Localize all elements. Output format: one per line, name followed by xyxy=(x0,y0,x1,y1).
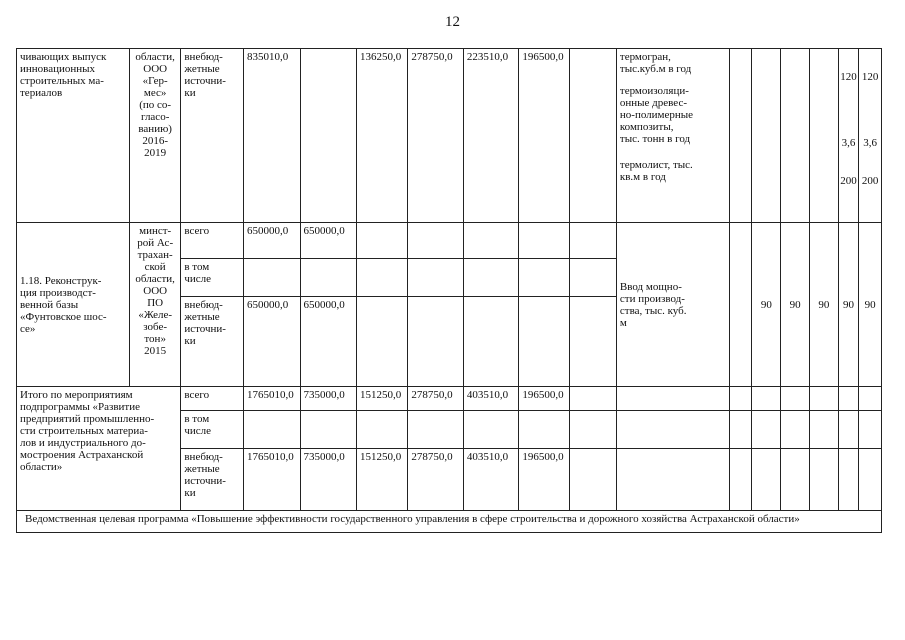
indicator-cell: Ввод мощно- сти производ- ства, тыс. куб. м xyxy=(616,223,729,387)
section-heading: Ведомственная целевая программа «Повышение эффективности государственного управления в сфере строительства и дорожного хозяйства Астраханской области» xyxy=(17,511,882,533)
empty-cell xyxy=(781,411,810,449)
year-2015-cell: 650000,0 xyxy=(300,223,357,259)
empty-cell xyxy=(519,411,569,449)
empty-cell xyxy=(408,223,463,259)
funding-source: внебюд- жетные источни- ки xyxy=(181,449,244,511)
empty-cell xyxy=(244,259,301,297)
empty-cell xyxy=(616,411,729,449)
funding-source: всего xyxy=(181,387,244,411)
total-name: Итого по мероприятиям подпрограммы «Развитие предприятий промышленно- сти строительных материа- лов и индустриального до- мостроения Астраханской области» xyxy=(17,387,181,511)
value-cell: 90 xyxy=(838,223,859,387)
empty-cell xyxy=(569,387,616,411)
empty-cell xyxy=(244,411,301,449)
year-2017-cell: 278750,0 xyxy=(408,387,463,411)
table-row xyxy=(17,223,882,259)
value-cell: 90 xyxy=(809,223,838,387)
empty-cell xyxy=(569,223,616,259)
year-2019-cell: 196500,0 xyxy=(519,449,569,511)
empty-cell xyxy=(300,411,357,449)
empty-cell xyxy=(463,297,518,387)
total-cell: 650000,0 xyxy=(244,223,301,259)
empty-cell xyxy=(463,259,518,297)
empty-cell xyxy=(519,223,569,259)
empty-cell xyxy=(781,387,810,411)
year-2018-cell: 403510,0 xyxy=(463,449,518,511)
year-2016-cell: 136250,0 xyxy=(357,49,408,223)
empty-cell xyxy=(519,259,569,297)
value-cell: 90 xyxy=(752,223,781,387)
empty-cell xyxy=(519,297,569,387)
empty-cell xyxy=(616,387,729,411)
empty-cell xyxy=(569,449,616,511)
empty-cell xyxy=(569,49,616,223)
activity-name: 1.18. Реконструк- ция производст- венной базы «Фунтовское шос- се» xyxy=(17,223,130,387)
empty-cell xyxy=(809,49,838,223)
year-2015-cell: 650000,0 xyxy=(300,297,357,387)
page-number: 12 xyxy=(445,14,460,30)
empty-cell xyxy=(752,411,781,449)
indicator-text: термоизоляци- онные древес- но-полимерные композиты, тыс. тонн в год xyxy=(619,85,694,145)
total-cell: 650000,0 xyxy=(244,297,301,387)
value-cell xyxy=(838,49,859,223)
funding-source: в том числе xyxy=(181,411,244,449)
empty-cell xyxy=(616,449,729,511)
program-table xyxy=(16,48,882,533)
executor-cell: минст- рой Ас- трахан- ской области, ООО ПО «Желе- зобе- тон» 2015 xyxy=(130,223,181,387)
empty-cell xyxy=(463,411,518,449)
empty-cell xyxy=(357,223,408,259)
year-2018-cell: 223510,0 xyxy=(463,49,518,223)
empty-cell xyxy=(809,411,838,449)
empty-cell xyxy=(859,411,882,449)
empty-cell xyxy=(838,387,859,411)
year-2015-cell: 735000,0 xyxy=(300,449,357,511)
funding-source: всего xyxy=(181,223,244,259)
empty-cell xyxy=(809,387,838,411)
value: 3,6 xyxy=(863,137,877,149)
empty-cell xyxy=(357,411,408,449)
empty-cell xyxy=(781,49,810,223)
empty-cell xyxy=(408,297,463,387)
empty-cell xyxy=(729,449,752,511)
total-cell: 1765010,0 xyxy=(244,387,301,411)
value: 3,6 xyxy=(841,137,856,149)
empty-cell xyxy=(569,411,616,449)
table-row xyxy=(17,49,882,223)
empty-cell xyxy=(729,49,752,223)
table-row xyxy=(17,511,882,533)
year-2016-cell: 151250,0 xyxy=(357,449,408,511)
value: 120 xyxy=(840,71,857,83)
year-2018-cell: 403510,0 xyxy=(463,387,518,411)
funding-source: внебюд- жетные источни- ки xyxy=(181,297,244,387)
empty-cell xyxy=(838,449,859,511)
year-2019-cell: 196500,0 xyxy=(519,49,569,223)
empty-cell xyxy=(408,259,463,297)
funding-source: внебюд- жетные источни- ки xyxy=(181,49,244,223)
empty-cell xyxy=(408,411,463,449)
executor-cell: области, ООО «Гер- мес» (по со- гласо- ванию) 2016- 2019 xyxy=(130,49,181,223)
empty-cell xyxy=(809,449,838,511)
indicator-text: термолист, тыс. кв.м в год xyxy=(619,159,693,183)
value-cell: 90 xyxy=(859,223,882,387)
empty-cell xyxy=(781,449,810,511)
empty-cell xyxy=(463,223,518,259)
table-row xyxy=(17,387,882,411)
empty-cell xyxy=(569,297,616,387)
empty-cell xyxy=(752,387,781,411)
empty-cell xyxy=(729,223,752,387)
value: 120 xyxy=(861,71,879,83)
empty-cell xyxy=(752,49,781,223)
empty-cell xyxy=(569,259,616,297)
value: 200 xyxy=(840,175,857,187)
empty-cell xyxy=(859,387,882,411)
year-2015-cell: 735000,0 xyxy=(300,387,357,411)
empty-cell xyxy=(300,259,357,297)
year-2017-cell: 278750,0 xyxy=(408,49,463,223)
funding-source: в том числе xyxy=(181,259,244,297)
year-2015-cell xyxy=(300,49,357,223)
empty-cell xyxy=(729,387,752,411)
value-cell: 90 xyxy=(781,223,810,387)
year-2019-cell: 196500,0 xyxy=(519,387,569,411)
year-2016-cell: 151250,0 xyxy=(357,387,408,411)
year-2017-cell: 278750,0 xyxy=(408,449,463,511)
empty-cell xyxy=(752,449,781,511)
empty-cell xyxy=(357,297,408,387)
empty-cell xyxy=(838,411,859,449)
activity-name: чивающих выпуск инновационных строительных ма- териалов xyxy=(17,49,130,223)
total-cell: 835010,0 xyxy=(244,49,301,223)
empty-cell xyxy=(859,449,882,511)
value: 200 xyxy=(861,175,879,187)
indicator-text: термогран, тыс.куб.м в год xyxy=(619,51,692,75)
value-cell xyxy=(859,49,882,223)
empty-cell xyxy=(729,411,752,449)
total-cell: 1765010,0 xyxy=(244,449,301,511)
empty-cell xyxy=(357,259,408,297)
indicator-cell xyxy=(616,49,729,223)
